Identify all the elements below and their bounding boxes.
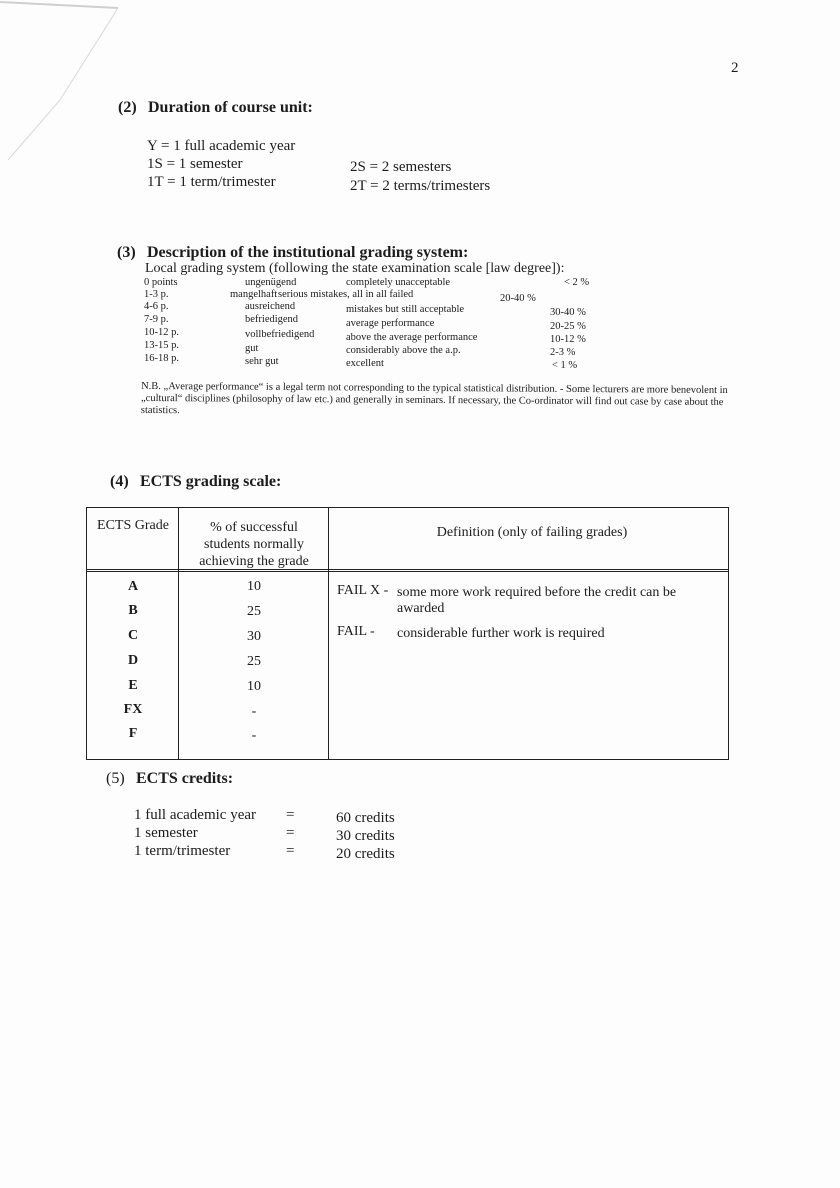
ects-grading-table (86, 507, 729, 760)
grading-meaning: considerably above the a.p. (346, 345, 461, 356)
duration-line-semester: 1S = 1 semester (147, 156, 243, 172)
grading-meaning: serious mistakes, all in all failed (278, 289, 414, 300)
section-4-number: (4) (110, 473, 129, 490)
grading-row (144, 277, 604, 289)
duration-line-2-terms: 2T = 2 terms/trimesters (350, 178, 491, 194)
credit-row (134, 843, 434, 861)
section-3-number: (3) (117, 244, 136, 261)
ects-grade: C (127, 628, 139, 643)
ects-grade: E (128, 678, 138, 693)
table-divider (87, 569, 728, 570)
ects-percent: - (251, 704, 257, 719)
grading-row (144, 301, 604, 318)
grading-points: 10-12 p. (144, 327, 179, 338)
section-5-heading (106, 770, 233, 788)
grading-percent: < 2 % (564, 277, 590, 288)
grading-points: 4-6 p. (144, 301, 169, 312)
section-2-title: Duration of course unit: (148, 99, 313, 116)
credit-value: 30 credits (336, 828, 395, 844)
duration-line-year: Y = 1 full academic year (147, 138, 296, 154)
grading-row (144, 289, 604, 304)
credit-equals: = (286, 807, 295, 823)
ects-grade: B (128, 603, 138, 618)
credit-value: 60 credits (336, 810, 395, 826)
grading-points: 0 points (144, 277, 178, 288)
grading-points: 13-15 p. (144, 340, 179, 351)
credit-row (134, 807, 434, 825)
ects-percent: 10 (247, 579, 261, 594)
grading-note: N.B. „Average performance“ is a legal term not corresponding to the typical statistical distribution. - Some lecturers are more benevolent in „cultural“ disciplines (philosophy of law etc.) and generally in seminars. If necessary, the Co-ordinator will find out case by case about the statistics. (140, 380, 728, 417)
grading-grade: mangelhaft (230, 289, 278, 300)
header-ects-grade: ECTS Grade (97, 518, 169, 533)
grading-percent: 30-40 % (550, 307, 586, 318)
duration-line-term: 1T = 1 term/trimester (147, 174, 276, 190)
section-4-title: ECTS grading scale: (140, 473, 282, 490)
duration-line-2-semesters: 2S = 2 semesters (350, 159, 452, 175)
section-4-heading (110, 473, 281, 491)
grading-grade: gut (245, 343, 259, 354)
grading-meaning: average performance (346, 318, 435, 329)
credit-equals: = (286, 825, 295, 841)
grading-percent: 20-25 % (550, 321, 586, 332)
grading-row (144, 327, 604, 345)
grading-percent: 2-3 % (550, 347, 576, 358)
credit-row (134, 825, 434, 843)
page-number: 2 (731, 60, 739, 76)
header-definition: Definition (only of failing grades) (436, 525, 628, 540)
grading-meaning: completely unacceptable (346, 277, 451, 288)
grading-row (144, 353, 604, 371)
credit-unit: 1 full academic year (134, 807, 257, 823)
table-divider (87, 571, 728, 572)
ects-grade: FX (123, 702, 143, 717)
grading-points: 7-9 p. (144, 314, 169, 325)
grading-grade: befriedigend (245, 314, 299, 325)
grading-grade: ungenügend (245, 277, 297, 288)
ects-percent: - (251, 728, 257, 743)
grading-points: 16-18 p. (144, 353, 179, 364)
definition-label-fail-x: FAIL X - (337, 583, 389, 598)
ects-percent: 25 (247, 604, 261, 619)
grading-points: 1-3 p. (144, 289, 169, 300)
section-3-title: Description of the institutional grading system: (147, 244, 469, 261)
grading-grade: sehr gut (245, 356, 279, 367)
grading-meaning: excellent (346, 358, 384, 369)
section-5-number: (5) (106, 770, 125, 787)
section-3-heading (117, 244, 468, 262)
grading-percent: 20-40 % (500, 293, 536, 304)
scan-edge-mark (0, 0, 130, 170)
ects-percent: 10 (247, 679, 261, 694)
grading-row (144, 314, 604, 332)
credit-equals: = (286, 843, 295, 859)
definition-text-fail: considerable further work is required (397, 626, 605, 641)
grading-row (144, 340, 604, 358)
grading-grade: ausreichend (245, 301, 296, 312)
ects-grade: A (127, 579, 139, 594)
ects-grade: D (127, 653, 139, 668)
grading-percent: 10-12 % (550, 334, 586, 345)
section-5-title: ECTS credits: (136, 770, 234, 787)
ects-grade: F (128, 726, 138, 741)
grading-percent: < 1 % (552, 360, 578, 371)
ects-percent: 30 (247, 629, 261, 644)
header-percent-students: % of successful students normally achieving the grade (199, 520, 309, 569)
section-2-number: (2) (118, 99, 137, 116)
grading-meaning: above the average performance (346, 332, 478, 343)
credit-value: 20 credits (336, 846, 395, 862)
definition-label-fail: FAIL - (337, 624, 375, 639)
ects-percent: 25 (247, 654, 261, 669)
grading-system-subtitle: Local grading system (following the state examination scale [law degree]): (145, 261, 565, 276)
credit-unit: 1 semester (134, 825, 198, 841)
section-2-heading (118, 99, 313, 117)
grading-meaning: mistakes but still acceptable (346, 304, 465, 315)
grading-grade: vollbefriedigend (245, 329, 315, 340)
credit-unit: 1 term/trimester (134, 843, 231, 859)
definition-text-fail-x: some more work required before the credit can be awarded (397, 585, 677, 616)
